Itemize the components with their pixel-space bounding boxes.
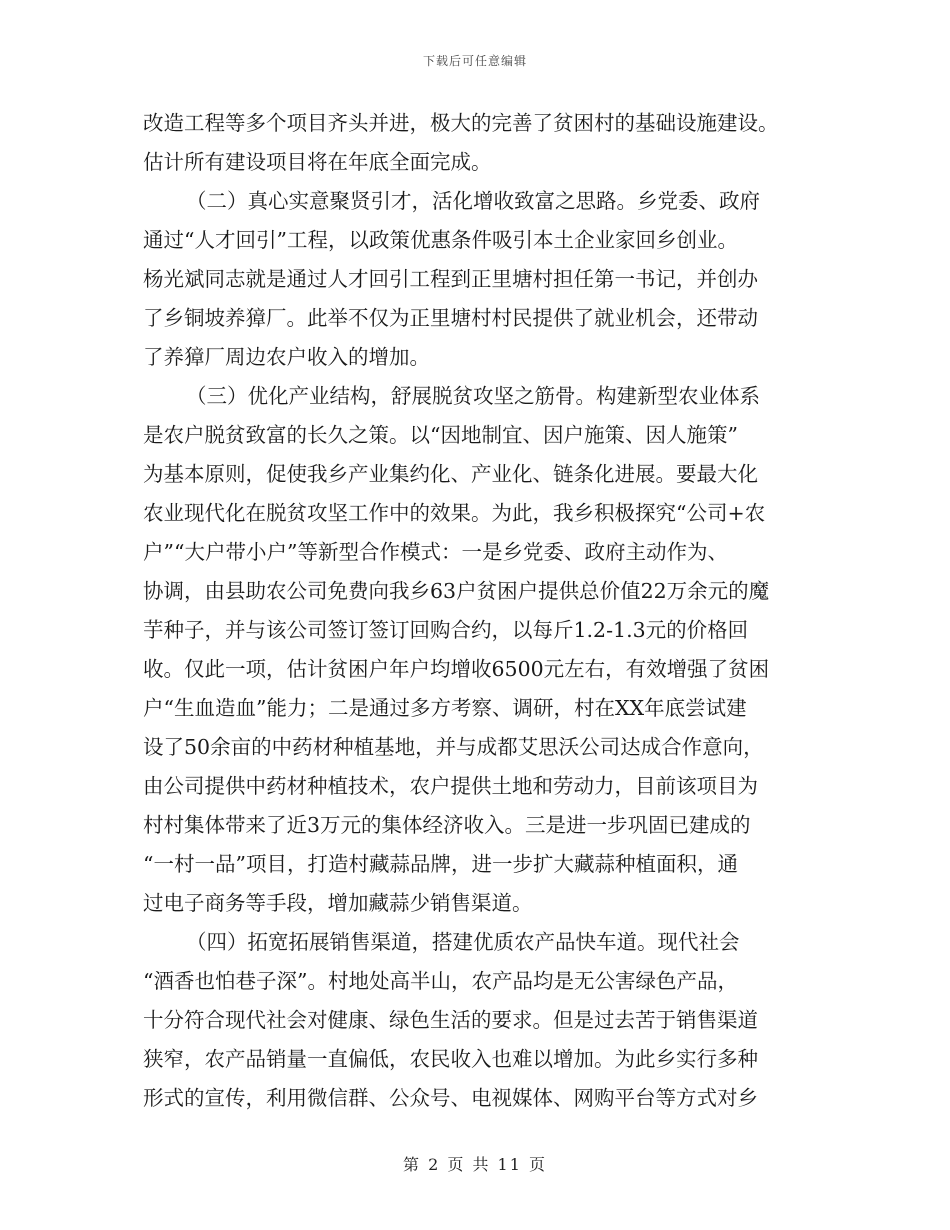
text-line: 由公司提供中药材种植技术，农户提供土地和劳动力，目前该项目为 <box>143 774 758 798</box>
text-line: 农业现代化在脱贫攻坚工作中的效果。为此，我乡积极探究“公司+农 <box>143 501 766 525</box>
text-line: 是农户脱贫致富的长久之策。以“因地制宜、因户施策、因人施策” <box>143 423 738 447</box>
text-line: 收。仅此一项，估计贫困户年户均增收6500元左右，有效增强了贫困 <box>143 657 770 681</box>
text-line: 估计所有建设项目将在年底全面完成。 <box>143 150 492 174</box>
text-line: 设了50余亩的中药材种植基地，并与成都艾思沃公司达成合作意向， <box>143 735 764 759</box>
text-line: “一村一品”项目，打造村藏蒜品牌，进一步扩大藏蒜种植面积，通 <box>143 852 738 876</box>
document-body <box>143 104 811 1118</box>
text-line: 狭窄，农产品销量一直偏低，农民收入也难以增加。为此乡实行多种 <box>143 1047 758 1071</box>
text-line: 协调，由县助农公司免费向我乡63户贫困户提供总价值22万余元的魔 <box>143 579 770 603</box>
text-line: 十分符合现代社会对健康、绿色生活的要求。但是过去苦于销售渠道 <box>143 1008 758 1032</box>
text-line: 户”“大户带小户”等新型合作模式：一是乡党委、政府主动作为、 <box>143 540 728 564</box>
text-line: 杨光斌同志就是通过人才回引工程到正里塘村担任第一书记，并创办 <box>143 267 758 291</box>
text-line: 为基本原则，促使我乡产业集约化、产业化、链条化进展。要最大化 <box>143 462 758 486</box>
text-line: 村村集体带来了近3万元的集体经济收入。三是进一步巩固已建成的 <box>143 813 751 837</box>
page-footer: 第 2 页 共 11 页 <box>403 1155 547 1174</box>
text-line: 芋种子，并与该公司签订签订回购合约，以每斤1.2-1.3元的价格回 <box>143 618 749 642</box>
text-line: 形式的宣传，利用微信群、公众号、电视媒体、网购平台等方式对乡 <box>143 1086 758 1110</box>
text-line: “酒香也怕巷子深”。村地处高半山，农产品均是无公害绿色产品， <box>143 969 738 993</box>
text-line: 了乡铜坡养獐厂。此举不仅为正里塘村村民提供了就业机会，还带动 <box>143 306 758 330</box>
text-line: （二）真心实意聚贤引才，活化增收致富之思路。乡党委、政府 <box>186 189 760 213</box>
text-line: 改造工程等多个项目齐头并进，极大的完善了贫困村的基础设施建设。 <box>143 111 779 135</box>
text-line: （三）优化产业结构，舒展脱贫攻坚之筋骨。构建新型农业体系 <box>186 384 760 408</box>
text-line: （四）拓宽拓展销售渠道，搭建优质农产品快车道。现代社会 <box>186 930 740 954</box>
text-line: 通过“人才回引”工程，以政策优惠条件吸引本土企业家回乡创业。 <box>143 228 738 252</box>
text-line: 过电子商务等手段，增加藏蒜少销售渠道。 <box>143 891 533 915</box>
text-line: 户“生血造血”能力；二是通过多方考察、调研，村在XX年底尝试建 <box>143 696 747 720</box>
text-line: 了养獐厂周边农户收入的增加。 <box>143 345 430 369</box>
page-header: 下载后可任意编辑 <box>422 54 527 68</box>
